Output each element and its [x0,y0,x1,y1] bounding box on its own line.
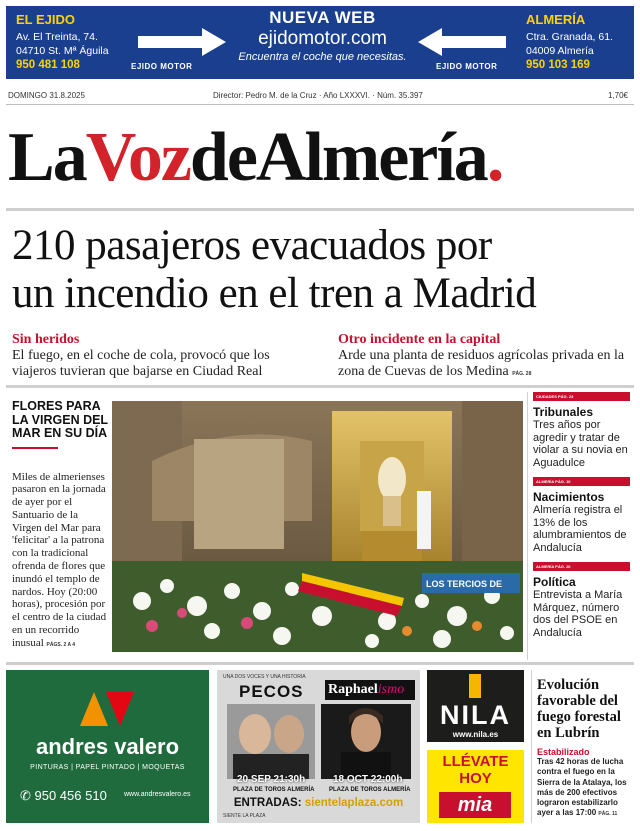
tickets-label: ENTRADAS: [233,797,305,809]
brief-item[interactable] [533,392,630,469]
andres-valero-logo-icon [76,690,138,728]
andres-valero-ad[interactable] [6,670,209,823]
headline-line: 210 pasajeros evacuados por [12,222,492,269]
divider [6,385,634,388]
brief-tag: ALMERÍA PÁG. 10 [533,477,630,486]
virgen-del-mar-story[interactable] [12,400,108,652]
nila-name: NILA [440,700,511,730]
concert-tickets [217,797,420,809]
concert-date-1: 20 SEP 21:30h [237,774,306,785]
flower-offering-photo[interactable] [112,401,523,652]
photo-illustration [112,401,523,652]
ad-left-phone: 950 481 108 [16,59,80,71]
raphael-ismo: ismo [377,682,405,697]
page-ref: PÁGS. 2 A 4 [46,641,76,648]
divider [6,104,634,105]
arrow-left-icon [418,28,506,56]
masthead-part-la: La [8,119,86,196]
brief-tag: ALMERÍA PÁG. 20 [533,562,630,571]
concert-ad[interactable] [217,670,420,823]
story-kicker: FLORES PARA LA VIRGEN DEL MAR EN SU DÍA [12,399,108,440]
subhead-right[interactable] [338,331,630,382]
issue-meta [8,91,630,103]
ad-heading: NUEVA WEB [269,8,376,27]
subhead-left[interactable] [12,331,312,380]
ejido-motor-logo: EJIDO MOTOR [131,62,193,71]
ad-brand-name: andres valero [35,734,180,759]
brief-item[interactable] [533,477,630,554]
mia-brand: mia [439,792,511,818]
mia-line1: LLÉVATE [442,753,509,770]
main-headline[interactable] [12,222,628,318]
concert-pecos-title: PECOS [239,682,304,701]
nila-ad[interactable] [427,670,524,742]
divider [531,670,532,823]
story-body [12,471,108,652]
raphael-photo [321,704,411,779]
ejido-motor-logo: EJIDO MOTOR [436,62,498,71]
subhead-kicker: Otro incidente en la capital [338,332,501,347]
ad-left-address [16,12,136,71]
headline-line: un incendio en el tren a Madrid [12,270,537,317]
ad-web[interactable]: www.andresvalero.es [124,791,191,798]
photo-banner-text: LOS TERCIOS DE [426,579,503,589]
brief-title: Política [533,575,576,589]
subhead-text [338,348,630,382]
ad-url[interactable]: ejidomotor.com [258,28,387,49]
brief-text: Almería registra el 13% de los alumbramientos de Andalucía [533,504,627,554]
ad-right-address [526,12,626,71]
concert-raphael-title [325,680,415,700]
subhead-text: El fuego, en el coche de cola, provocó que los viajeros tuvieran que bajarse en Ciudad Real [12,348,270,379]
ad-right-line2: 04009 Almería [526,45,594,57]
story-headline: Evolución favorable del fuego forestal en Lubrín [537,677,621,741]
divider [6,662,634,665]
brief-text: Entrevista a María Márquez, número dos del PSOE en Andalucía [533,589,623,639]
masthead-logo[interactable] [8,118,632,198]
ad-left-line2: 04710 St. Mª Águila [16,45,109,57]
mia-line2: HOY [459,770,492,787]
nila-web[interactable]: www.nila.es [452,730,499,739]
concert-ad-small: UNA DOS VOCES Y UNA HISTORIA [223,674,306,680]
ad-center [220,8,425,63]
issue-director: Director: Pedro M. de la Cruz · Año LXXXVI. · Núm. 35.397 [213,91,423,100]
ad-left-city: EL EJIDO [16,12,76,27]
concert-venue-1: PLAZA DE TOROS ALMERÍA [233,787,315,793]
ad-left-line1: Av. El Treinta, 74. [16,31,98,43]
concert-date-2: 18 OCT 22:00h [333,774,403,785]
issue-price: 1,70€ [607,91,628,100]
subhead-kicker: Sin heridos [12,332,80,347]
concert-footer: SIENTE LA PLAZA [223,813,266,819]
top-banner-ad[interactable] [6,6,634,79]
masthead-dot: . [486,119,503,196]
divider [527,392,528,660]
page-ref: PÁG. 28 [512,371,532,377]
nila-logo-icon [469,674,481,698]
brief-text: Tres años por agredir y tratar de violar a su novia en Aguadulce [533,419,628,469]
ad-tagline: PINTURAS | PAPEL PINTADO | MOQUETAS [30,764,185,771]
mia-ad[interactable] [427,750,524,823]
kicker-underline [12,447,58,449]
ad-right-city: ALMERÍA [526,12,586,27]
raphael-name: Raphael [328,682,378,697]
masthead-part-almeria: deAlmería [189,119,487,196]
page-ref: PÁG. 11 [598,811,618,818]
brief-title: Nacimientos [533,490,605,504]
brief-tag: CIUDADES PÁG. 23 [533,392,630,401]
pecos-photo [227,704,315,779]
issue-date: DOMINGO 31.8.2025 [8,91,85,100]
ad-right-phone: 950 103 169 [526,59,590,71]
brief-item[interactable] [533,562,630,639]
masthead-part-voz: Voz [85,119,190,196]
story-kicker: Estabilizado [537,747,590,757]
ad-right-line1: Ctra. Granada, 61. [526,31,613,43]
subhead-text-body: Arde una planta de residuos agrícolas privada en la zona de Cuevas de los Medina [338,348,625,379]
ad-phone: ✆ 950 456 510 [20,788,107,803]
story-text [537,757,633,820]
lubrin-fire-story[interactable] [537,677,633,820]
brief-title: Tribunales [533,405,594,419]
divider [6,208,634,211]
right-column [533,392,630,647]
ad-tagline: Encuentra el coche que necesitas. [238,51,407,63]
story-text-body: Tras 42 horas de lucha contra el fuego en la Sierra de la Atalaya, los más de 200 efectivos lograron estabilizarlo ayer a las 17:00 [537,757,627,818]
arrow-right-icon [138,28,226,56]
concert-venue-2: PLAZA DE TOROS ALMERÍA [329,787,411,793]
story-body-text: Miles de almerienses pasaron en la jornada de ayer por el Santuario de la Virgen del Mar para 'felicitar' a la patrona con la tradicional ofrenda de flores que inundó el templo de nardos. Hoy (20:00 horas), procesión por el centro de la ciudad en un recorrido inusual [12,470,107,649]
tickets-url[interactable]: sientelaplaza.com [304,797,404,809]
